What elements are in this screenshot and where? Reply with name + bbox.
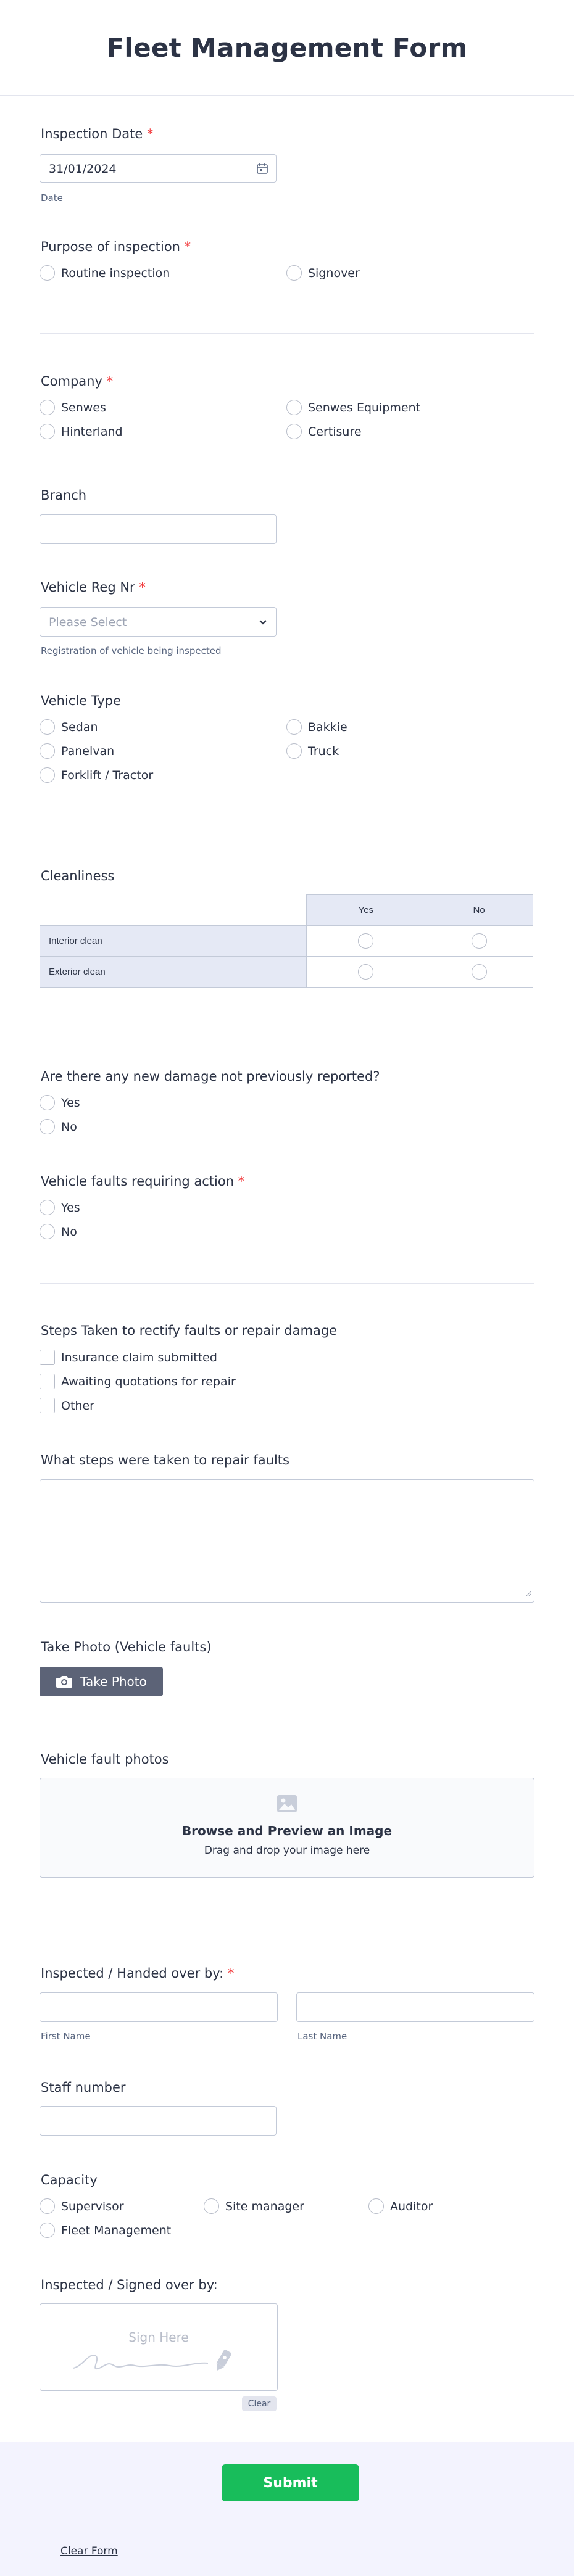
matrix-row-exterior: Exterior clean [40, 957, 307, 988]
inspection-date-value: 31/01/2024 [49, 162, 117, 176]
radio-button[interactable] [40, 2223, 55, 2238]
radio-button[interactable] [286, 424, 302, 439]
matrix-cell[interactable] [307, 926, 425, 957]
section-divider [40, 333, 534, 334]
vehicle-faults-option-yes[interactable]: Yes [40, 1200, 80, 1215]
company-option-senwes[interactable]: Senwes [40, 400, 106, 415]
vehicle-type-option-truck[interactable]: Truck [286, 743, 339, 759]
vehicle-reg-label: Vehicle Reg Nr * [41, 580, 146, 595]
vehicle-type-option-bakkie[interactable]: Bakkie [286, 719, 347, 735]
vehicle-type-option-forklift[interactable]: Forklift / Tractor [40, 767, 153, 783]
repair-steps-textarea[interactable] [40, 1479, 534, 1603]
inspection-date-sublabel: Date [41, 192, 63, 204]
checkbox[interactable] [40, 1350, 55, 1365]
submit-button[interactable]: Submit [222, 2464, 359, 2501]
matrix-cell[interactable] [425, 926, 533, 957]
radio-button[interactable] [40, 1095, 55, 1110]
fault-photos-label: Vehicle fault photos [41, 1752, 169, 1767]
signature-clear-button[interactable]: Clear [242, 2396, 277, 2411]
vehicle-faults-option-no[interactable]: No [40, 1224, 77, 1239]
radio-button[interactable] [40, 265, 55, 281]
branch-input[interactable] [40, 514, 277, 544]
purpose-option-routine[interactable]: Routine inspection [40, 265, 170, 281]
image-icon [40, 1794, 534, 1816]
signature-label: Inspected / Signed over by: [41, 2277, 218, 2292]
first-name-sublabel: First Name [41, 2031, 91, 2042]
vehicle-type-label: Vehicle Type [41, 693, 122, 708]
matrix-cell[interactable] [307, 957, 425, 988]
vehicle-reg-sublabel: Registration of vehicle being inspected [41, 645, 222, 656]
purpose-option-signover[interactable]: Signover [286, 265, 360, 281]
branch-label: Branch [41, 488, 87, 503]
radio-button[interactable] [40, 2198, 55, 2214]
vehicle-reg-placeholder: Please Select [49, 616, 127, 629]
matrix-header-no: No [425, 895, 533, 926]
take-photo-button[interactable]: Take Photo [40, 1667, 163, 1696]
radio-button[interactable] [40, 719, 55, 735]
repair-steps-label: What steps were taken to repair faults [41, 1453, 289, 1468]
steps-taken-label: Steps Taken to rectify faults or repair damage [41, 1323, 338, 1338]
radio-button[interactable] [286, 743, 302, 759]
capacity-option-fleet-management[interactable]: Fleet Management [40, 2223, 171, 2238]
radio-button[interactable] [204, 2198, 219, 2214]
capacity-option-site-manager[interactable]: Site manager [204, 2198, 304, 2214]
matrix-cell[interactable] [425, 957, 533, 988]
section-divider [40, 1283, 534, 1284]
form-title: Fleet Management Form [106, 32, 468, 63]
matrix-corner [40, 895, 307, 926]
capacity-option-supervisor[interactable]: Supervisor [40, 2198, 124, 2214]
inspected-by-label: Inspected / Handed over by: * [41, 1966, 235, 1981]
vehicle-reg-select[interactable] [40, 607, 277, 637]
clear-form-link[interactable]: Clear Form [60, 2545, 118, 2557]
radio-button[interactable] [40, 1119, 55, 1134]
checkbox[interactable] [40, 1374, 55, 1389]
radio-button[interactable] [40, 743, 55, 759]
radio-button[interactable] [368, 2198, 384, 2214]
staff-number-label: Staff number [41, 2080, 126, 2095]
form-header [0, 0, 574, 96]
company-option-certisure[interactable]: Certisure [286, 424, 362, 439]
capacity-option-auditor[interactable]: Auditor [368, 2198, 433, 2214]
radio-button[interactable] [358, 964, 373, 980]
camera-icon [56, 1674, 73, 1689]
radio-button[interactable] [286, 719, 302, 735]
radio-button[interactable] [40, 400, 55, 415]
new-damage-label: Are there any new damage not previously reported? [41, 1069, 380, 1084]
checkbox[interactable] [40, 1398, 55, 1413]
inspection-date-field[interactable] [40, 154, 277, 183]
vehicle-faults-label: Vehicle faults requiring action * [41, 1174, 245, 1189]
radio-button[interactable] [40, 1224, 55, 1239]
inspection-date-label: Inspection Date * [41, 126, 154, 141]
new-damage-option-yes[interactable]: Yes [40, 1095, 80, 1110]
new-damage-option-no[interactable]: No [40, 1119, 77, 1134]
vehicle-type-option-panelvan[interactable]: Panelvan [40, 743, 114, 759]
signature-pad[interactable] [40, 2303, 278, 2391]
first-name-input[interactable] [40, 1992, 278, 2022]
last-name-sublabel: Last Name [297, 2031, 347, 2042]
signature-placeholder: Sign Here [128, 2330, 189, 2345]
signature-scribble-icon [71, 2347, 244, 2377]
matrix-row-interior: Interior clean [40, 926, 307, 957]
last-name-input[interactable] [296, 1992, 534, 2022]
steps-option-other[interactable]: Other [40, 1398, 94, 1413]
radio-button[interactable] [40, 767, 55, 783]
take-photo-label: Take Photo (Vehicle faults) [41, 1640, 212, 1654]
company-label: Company * [41, 374, 114, 389]
radio-button[interactable] [286, 265, 302, 281]
radio-button[interactable] [358, 933, 373, 949]
purpose-label: Purpose of inspection * [41, 239, 191, 254]
cleanliness-label: Cleanliness [41, 869, 115, 883]
chevron-down-icon [257, 617, 268, 631]
calendar-icon[interactable] [256, 162, 268, 178]
cleanliness-matrix [40, 894, 533, 988]
radio-button[interactable] [40, 1200, 55, 1215]
steps-option-quotations[interactable]: Awaiting quotations for repair [40, 1374, 236, 1389]
upload-subtitle: Drag and drop your image here [204, 1844, 370, 1857]
resize-handle-icon[interactable] [525, 1588, 531, 1600]
company-option-hinterland[interactable]: Hinterland [40, 424, 123, 439]
radio-button[interactable] [472, 964, 487, 980]
radio-button[interactable] [472, 933, 487, 949]
capacity-label: Capacity [41, 2173, 98, 2187]
staff-number-input[interactable] [40, 2106, 277, 2136]
radio-button[interactable] [286, 400, 302, 415]
radio-button[interactable] [40, 424, 55, 439]
matrix-header-yes: Yes [307, 895, 425, 926]
vehicle-type-option-sedan[interactable]: Sedan [40, 719, 98, 735]
steps-option-insurance[interactable]: Insurance claim submitted [40, 1350, 217, 1365]
image-upload-dropzone[interactable] [40, 1778, 534, 1878]
upload-title: Browse and Preview an Image [181, 1823, 393, 1838]
company-option-senwes-equipment[interactable]: Senwes Equipment [286, 400, 420, 415]
